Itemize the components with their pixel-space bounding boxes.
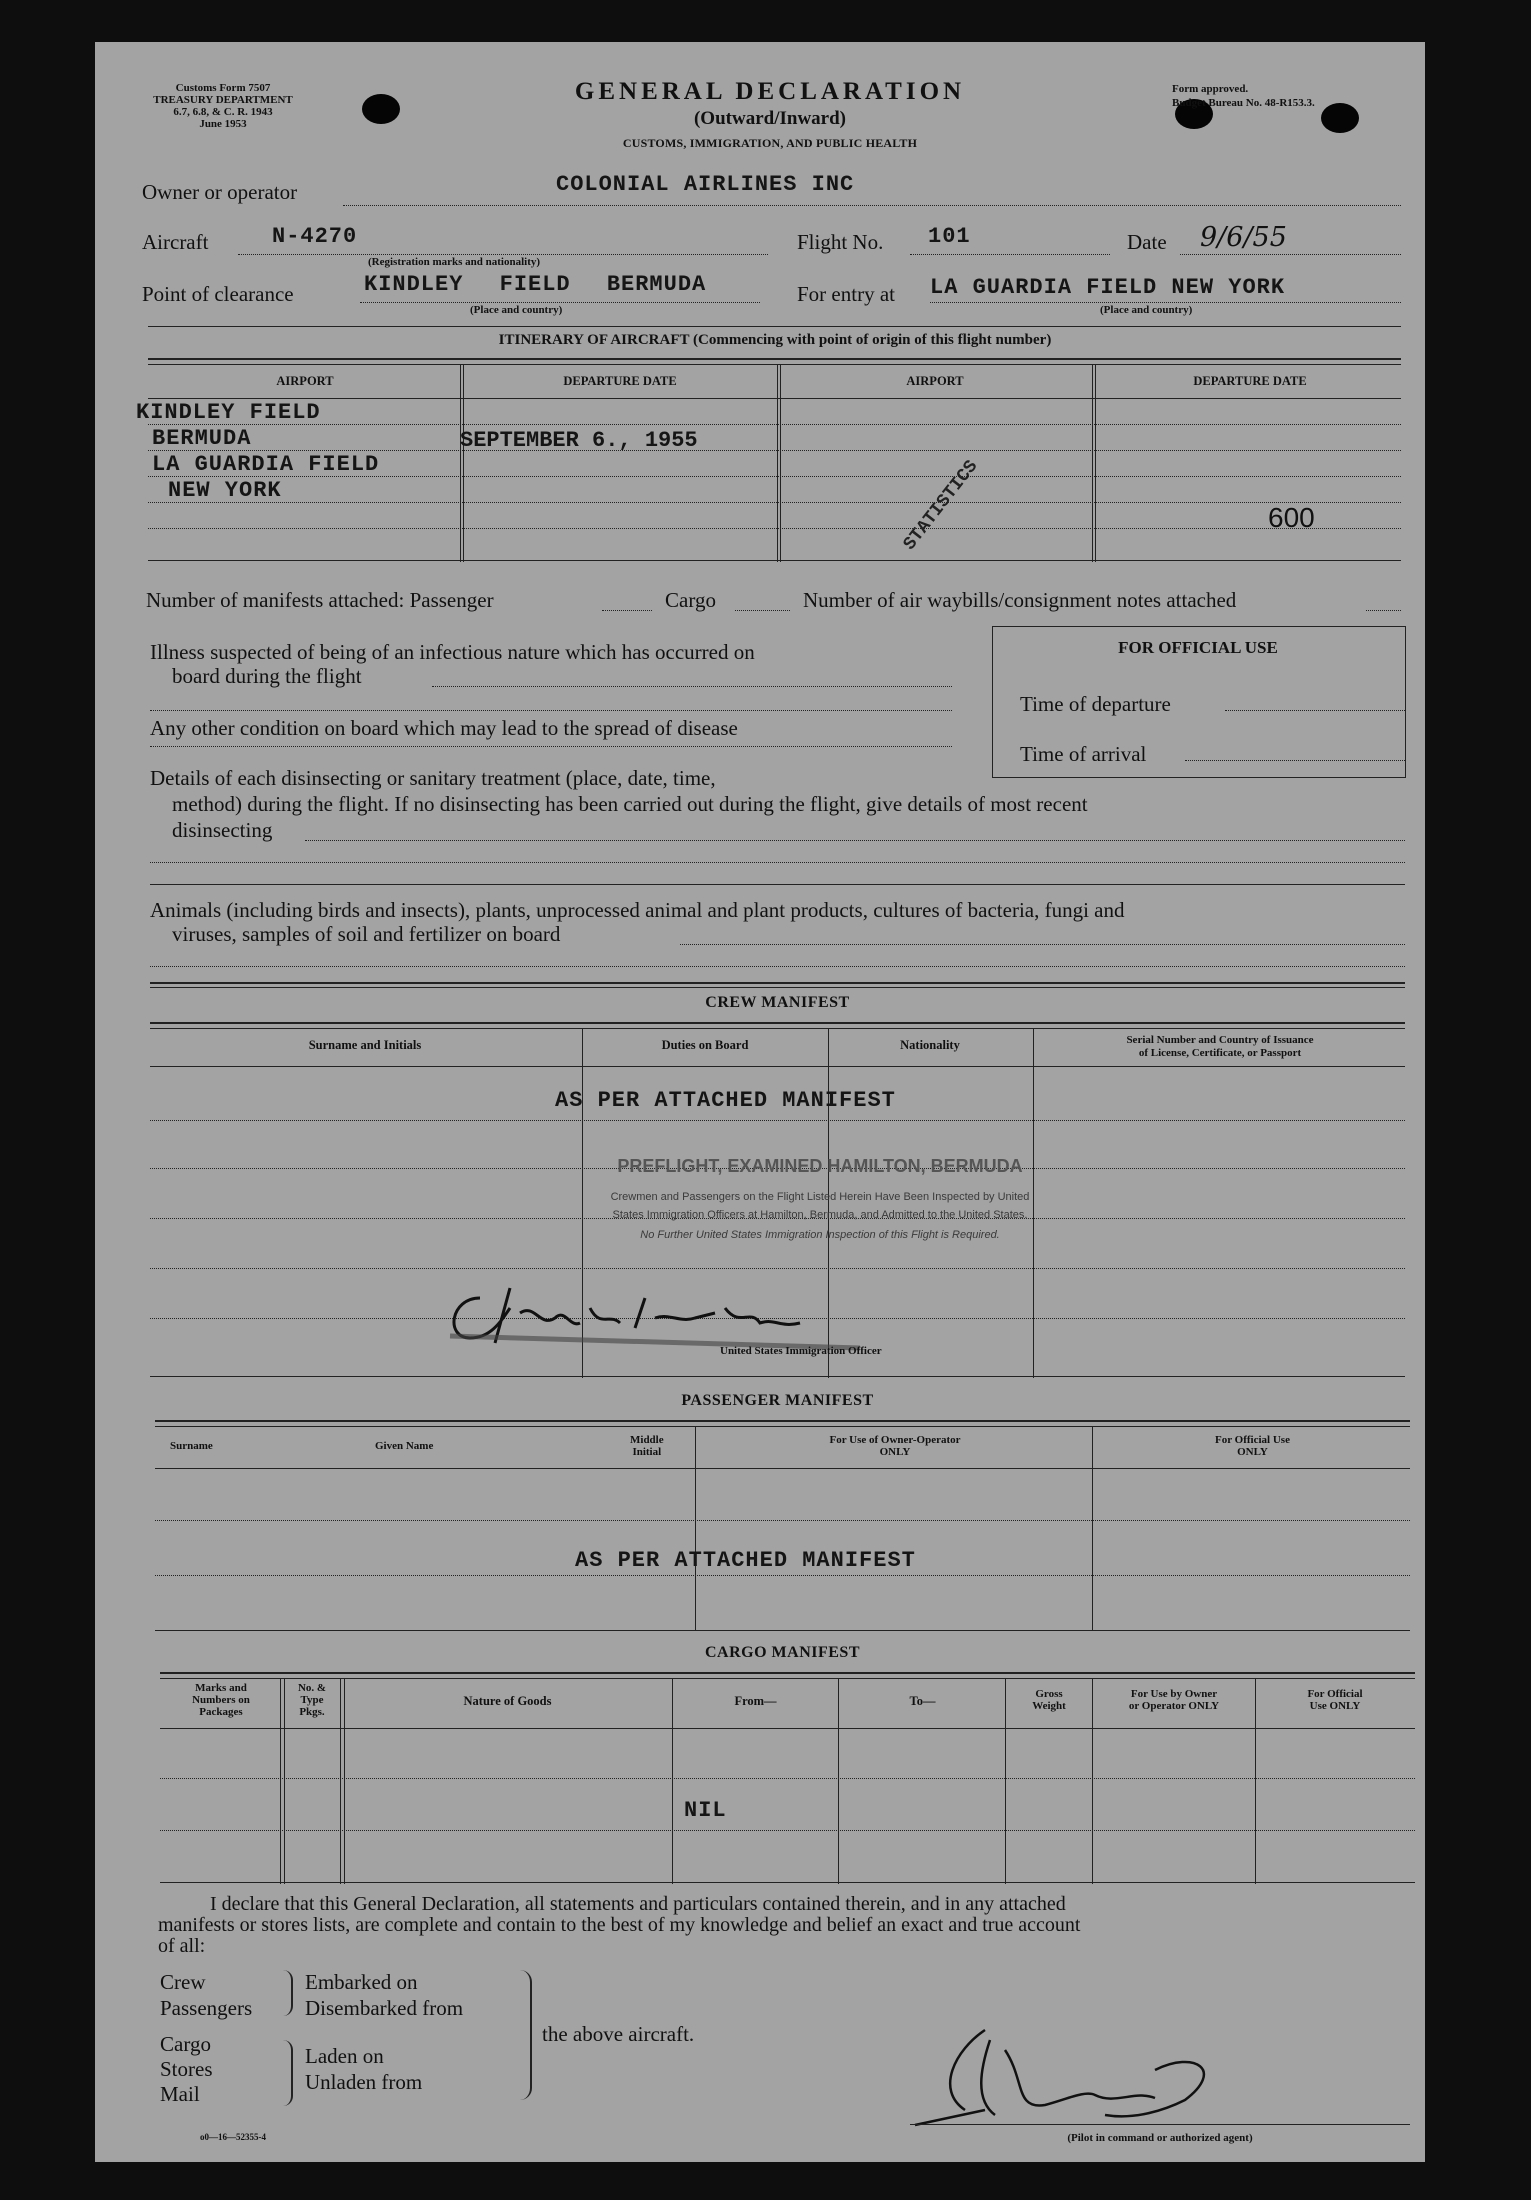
passenger-col-official-use: For Official Use ONLY (1215, 1434, 1290, 1458)
aircraft-label: Aircraft (142, 230, 209, 254)
manifests-passenger-label: Number of manifests attached: Passenger (146, 588, 494, 612)
entry-note: (Place and country) (1100, 304, 1193, 316)
form-id: Customs Form 7507 TREASURY DEPARTMENT 6.7, 6.8, & C. R. 1943 June 1953 (153, 82, 293, 130)
approval-note: Form approved. Budget Bureau No. 48-R153.3. (1172, 83, 1315, 109)
flight-label: Flight No. (797, 230, 884, 254)
passenger-col-owner-use: For Use of Owner-Operator ONLY (829, 1434, 961, 1458)
cargo-col-packages: No. & Type Pkgs. (297, 1682, 327, 1718)
declaration-laden: Laden on (305, 2044, 384, 2068)
itinerary-airport-3: LA GUARDIA FIELD (152, 452, 380, 477)
itinerary-number: 600 (1268, 502, 1315, 533)
passenger-manifest-heading: PASSENGER MANIFEST (681, 1392, 874, 1409)
passenger-manifest-content: AS PER ATTACHED MANIFEST (575, 1548, 916, 1573)
declaration-stores: Stores (160, 2057, 213, 2081)
declaration-crew: Crew (160, 1970, 206, 1994)
cargo-col-marks: Marks and Numbers on Packages (192, 1682, 250, 1718)
itinerary-airport-1: KINDLEY FIELD (136, 400, 321, 425)
declaration-passengers: Passengers (160, 1996, 253, 2020)
itinerary-departure-date: SEPTEMBER 6., 1955 (460, 428, 698, 453)
flight-value: 101 (928, 224, 971, 249)
illness-label-1: Illness suspected of being of an infectious nature which has occurred on (150, 640, 755, 664)
passenger-col-middle-initial: Middle Initial (630, 1434, 664, 1458)
animals-label-1: Animals (including birds and insects), plants, unprocessed animal and plant products, cultures of bacteria, fungi and (150, 898, 1125, 922)
crew-col-nationality: Nationality (900, 1038, 960, 1052)
cargo-col-official-use: For Official Use ONLY (1307, 1688, 1363, 1712)
cargo-col-owner-use: For Use by Owner or Operator ONLY (1128, 1688, 1220, 1712)
entry-label: For entry at (797, 282, 895, 306)
disinsecting-label-3: disinsecting (172, 818, 273, 842)
entry-value: LA GUARDIA FIELD NEW YORK (930, 275, 1286, 300)
statistics-stamp: STATISTICS (900, 456, 983, 555)
cargo-manifest-content: NIL (684, 1798, 727, 1823)
passenger-col-surname: Surname (170, 1440, 213, 1452)
cargo-col-goods: Nature of Goods (463, 1694, 552, 1708)
itinerary-col-departure-2: DEPARTURE DATE (1193, 374, 1307, 388)
other-condition-label: Any other condition on board which may lead to the spread of disease (150, 716, 738, 740)
owner-label: Owner or operator (142, 180, 298, 204)
manifests-cargo-label: Cargo (665, 588, 716, 612)
clearance-value: KINDLEY FIELD BERMUDA (364, 272, 707, 297)
declaration-unladen: Unladen from (305, 2070, 423, 2094)
date-value: 9/6/55 (1200, 222, 1287, 253)
form-subtitle-2: CUSTOMS, IMMIGRATION, AND PUBLIC HEALTH (622, 136, 918, 150)
brace-1 (283, 1970, 293, 2016)
cargo-col-to: To— (909, 1694, 936, 1708)
punch-hole-1 (362, 94, 400, 124)
crew-manifest-content: AS PER ATTACHED MANIFEST (555, 1088, 896, 1113)
form-title: GENERAL DECLARATION (574, 78, 966, 105)
crew-col-serial: Serial Number and Country of Issuance of License, Certificate, or Passport (1126, 1034, 1314, 1059)
crew-col-surname: Surname and Initials (308, 1038, 422, 1052)
itinerary-col-departure-1: DEPARTURE DATE (563, 374, 677, 388)
time-of-arrival-label: Time of arrival (1020, 742, 1147, 766)
cargo-col-weight: Gross Weight (1032, 1688, 1066, 1712)
illness-label-2: board during the flight (172, 664, 362, 688)
form-subtitle: (Outward/Inward) (693, 108, 846, 129)
disinsecting-label-2: method) during the flight. If no disinsecting has been carried out during the flight, give details of most recent (172, 792, 1088, 816)
print-code: o0—16—52355-4 (200, 2132, 266, 2142)
crew-manifest-heading: CREW MANIFEST (705, 994, 850, 1011)
aircraft-note: (Registration marks and nationality) (368, 256, 541, 268)
official-use-heading: FOR OFFICIAL USE (1118, 638, 1278, 657)
brace-3 (520, 1970, 532, 2100)
declaration-above-aircraft: the above aircraft. (542, 2022, 695, 2046)
cargo-manifest-heading: CARGO MANIFEST (704, 1644, 860, 1661)
itinerary-col-airport-1: AIRPORT (276, 374, 334, 388)
punch-hole-3 (1321, 103, 1359, 133)
passenger-col-given-name: Given Name (375, 1440, 434, 1452)
itinerary-airport-4: NEW YORK (168, 478, 282, 503)
cargo-col-from: From— (734, 1694, 777, 1708)
aircraft-value: N-4270 (272, 224, 358, 249)
date-label: Date (1127, 230, 1167, 254)
disinsecting-label-1: Details of each disinsecting or sanitary treatment (place, date, time, (150, 766, 716, 790)
declaration-disembarked: Disembarked from (305, 1996, 464, 2020)
clearance-label: Point of clearance (142, 282, 294, 306)
time-of-departure-label: Time of departure (1020, 692, 1171, 716)
clearance-note: (Place and country) (470, 304, 563, 316)
declaration-cargo: Cargo (160, 2032, 211, 2056)
owner-value: COLONIAL AIRLINES INC (556, 172, 855, 197)
immigration-officer-label: United States Immigration Officer (720, 1345, 882, 1357)
animals-label-2: viruses, samples of soil and fertilizer on board (172, 922, 561, 946)
declaration-text: I declare that this General Declaration, all statements and particulars contained therein, and in any attached manifests or stores lists, are complete and contain to the best of my knowledge and belief an exact and true account of all: (158, 1893, 1081, 1957)
brace-2 (283, 2040, 293, 2106)
pilot-signature (895, 2010, 1255, 2140)
immigration-stamp: PREFLIGHT, EXAMINED HAMILTON, BERMUDA Crewmen and Passengers on the Flight Listed Herein Have Been Inspected by United States Immigration Officers at Hamilton, Bermuda, and Admitted to the United States. No Further United States Immigration Inspection of this Flight is Required. (610, 1156, 1030, 1241)
itinerary-airport-2: BERMUDA (152, 426, 252, 451)
declaration-mail: Mail (160, 2082, 200, 2106)
itinerary-heading: ITINERARY OF AIRCRAFT (Commencing with point of origin of this flight number) (498, 332, 1052, 348)
pilot-label: (Pilot in command or authorized agent) (1067, 2132, 1253, 2144)
itinerary-col-airport-2: AIRPORT (906, 374, 964, 388)
manifests-waybills-label: Number of air waybills/consignment notes attached (803, 588, 1237, 612)
declaration-embarked: Embarked on (305, 1970, 418, 1994)
crew-col-duties: Duties on Board (661, 1038, 749, 1052)
